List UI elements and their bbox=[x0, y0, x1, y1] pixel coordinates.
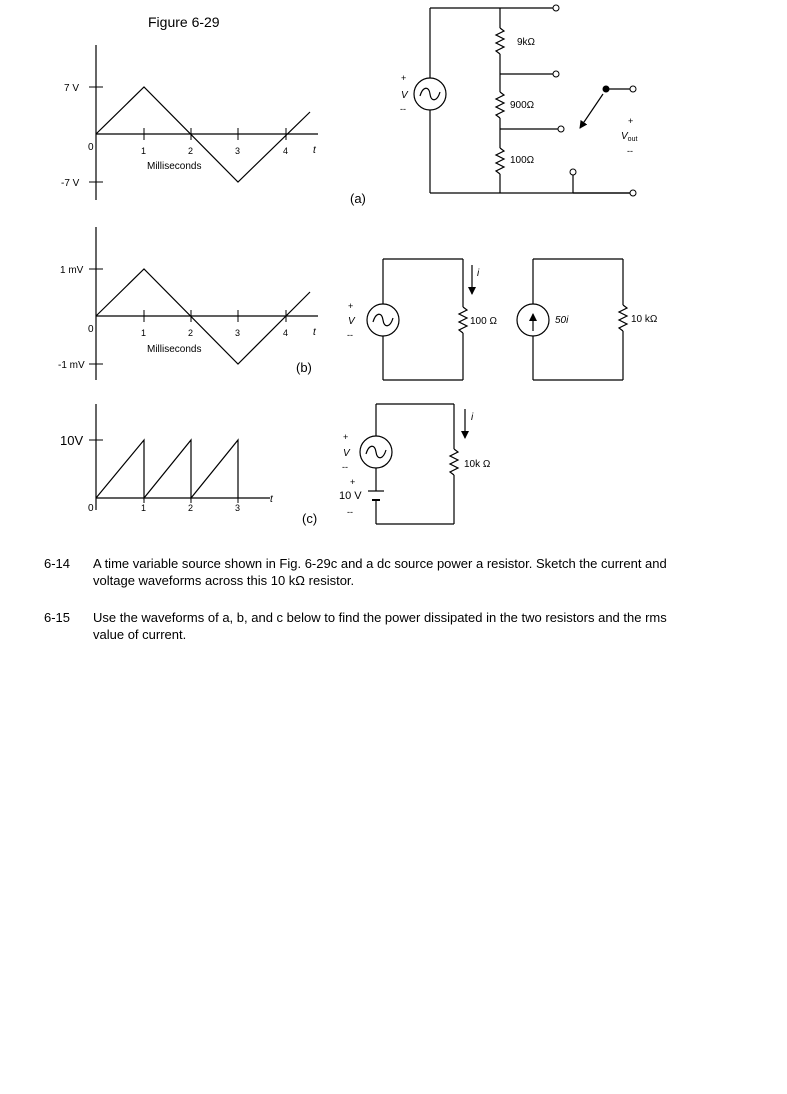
origin-c: 0 bbox=[88, 503, 94, 514]
circuit-b bbox=[347, 259, 658, 380]
waveform-b bbox=[58, 227, 318, 380]
terminal-ground bbox=[570, 169, 576, 175]
panel-label-c: (c) bbox=[302, 511, 318, 526]
dc-plus: + bbox=[350, 477, 356, 487]
y-label-c: 10V bbox=[60, 433, 84, 448]
x-axis-title-b: Milliseconds bbox=[147, 344, 202, 355]
origin-a: 0 bbox=[88, 142, 94, 153]
x-tick-c-3: 3 bbox=[235, 503, 241, 513]
source-minus-c: -- bbox=[342, 462, 348, 472]
terminal-top bbox=[553, 5, 559, 11]
terminal-out-top bbox=[630, 86, 636, 92]
x-axis-title-a: Milliseconds bbox=[147, 161, 202, 172]
vout-label bbox=[621, 131, 637, 143]
vout-minus: -- bbox=[627, 146, 633, 156]
circuit-a bbox=[350, 5, 637, 206]
x-tick-a-1: 1 bbox=[141, 146, 147, 156]
t-label-a: t bbox=[313, 145, 316, 156]
panel-label-b: (b) bbox=[296, 360, 312, 375]
x-tick-b-3: 3 bbox=[235, 328, 241, 338]
r-top-label: 9kΩ bbox=[517, 37, 536, 48]
t-label-c: t bbox=[270, 494, 273, 505]
x-tick-a-4: 4 bbox=[283, 146, 289, 156]
r-bot-label: 100Ω bbox=[510, 155, 535, 166]
problem-text: A time variable source shown in Fig. 6-29c and a dc source power a resistor. Sketch the current and voltage waveforms across this 10 kΩ resistor. bbox=[93, 556, 667, 588]
resistor-label-c: 10k Ω bbox=[464, 459, 491, 470]
circuit-c bbox=[339, 404, 491, 524]
x-tick-c-2: 2 bbox=[188, 503, 194, 513]
vout-sub: out bbox=[627, 136, 638, 143]
vout-plus: + bbox=[628, 116, 634, 126]
waveform-a bbox=[61, 45, 318, 200]
dc-minus: -- bbox=[347, 507, 353, 517]
source-minus-b: -- bbox=[347, 330, 353, 340]
t-label-b: t bbox=[313, 327, 316, 338]
x-tick-b-4: 4 bbox=[283, 328, 289, 338]
source-v-c: V bbox=[343, 448, 350, 459]
source-v-a: V bbox=[401, 90, 408, 101]
x-tick-b-2: 2 bbox=[188, 328, 194, 338]
terminal-out-bottom bbox=[630, 190, 636, 196]
vout-v: V bbox=[621, 131, 628, 142]
sawtooth-wave-c bbox=[96, 440, 238, 498]
figure-title: Figure 6-29 bbox=[148, 14, 220, 30]
switch-arrow bbox=[580, 94, 603, 128]
problem-number: 6-15 bbox=[44, 610, 71, 625]
resistor-9k bbox=[496, 28, 504, 54]
problem-text: Use the waveforms of a, b, and c below to find the power dissipated in the two resistors and the rms value of current. bbox=[93, 610, 667, 642]
dc-label: 10 V bbox=[339, 490, 362, 502]
resistor-100-ohm bbox=[459, 307, 467, 333]
x-tick-c-1: 1 bbox=[141, 503, 147, 513]
resistor-10k-ohm bbox=[619, 305, 627, 331]
source-plus-b: + bbox=[348, 301, 354, 311]
current-label-c: i bbox=[471, 412, 474, 423]
x-tick-b-1: 1 bbox=[141, 328, 147, 338]
y-pos-label-a: 7 V bbox=[64, 83, 80, 94]
x-tick-a-3: 3 bbox=[235, 146, 241, 156]
r-right-label-b: 10 kΩ bbox=[631, 314, 658, 325]
current-label-b: i bbox=[477, 268, 480, 279]
problem-number: 6-14 bbox=[44, 556, 71, 571]
y-pos-label-b: 1 mV bbox=[60, 265, 84, 276]
y-neg-label-a: -7 V bbox=[61, 178, 80, 189]
x-tick-a-2: 2 bbox=[188, 146, 194, 156]
r-left-label-b: 100 Ω bbox=[470, 316, 497, 327]
source-plus-c: + bbox=[343, 432, 349, 442]
source-v-b: V bbox=[348, 316, 355, 327]
origin-b: 0 bbox=[88, 324, 94, 335]
dep-source-label: 50i bbox=[555, 315, 569, 326]
source-plus-a: + bbox=[401, 73, 407, 83]
terminal-tap-1 bbox=[553, 71, 559, 77]
r-mid-label: 900Ω bbox=[510, 100, 535, 111]
y-neg-label-b: -1 mV bbox=[58, 360, 85, 371]
resistor-10k bbox=[450, 449, 458, 475]
source-minus-a: -- bbox=[400, 104, 406, 114]
panel-label-a: (a) bbox=[350, 191, 366, 206]
terminal-tap-2 bbox=[558, 126, 564, 132]
resistor-100 bbox=[496, 148, 504, 174]
resistor-900 bbox=[496, 92, 504, 118]
waveform-c bbox=[60, 404, 317, 526]
